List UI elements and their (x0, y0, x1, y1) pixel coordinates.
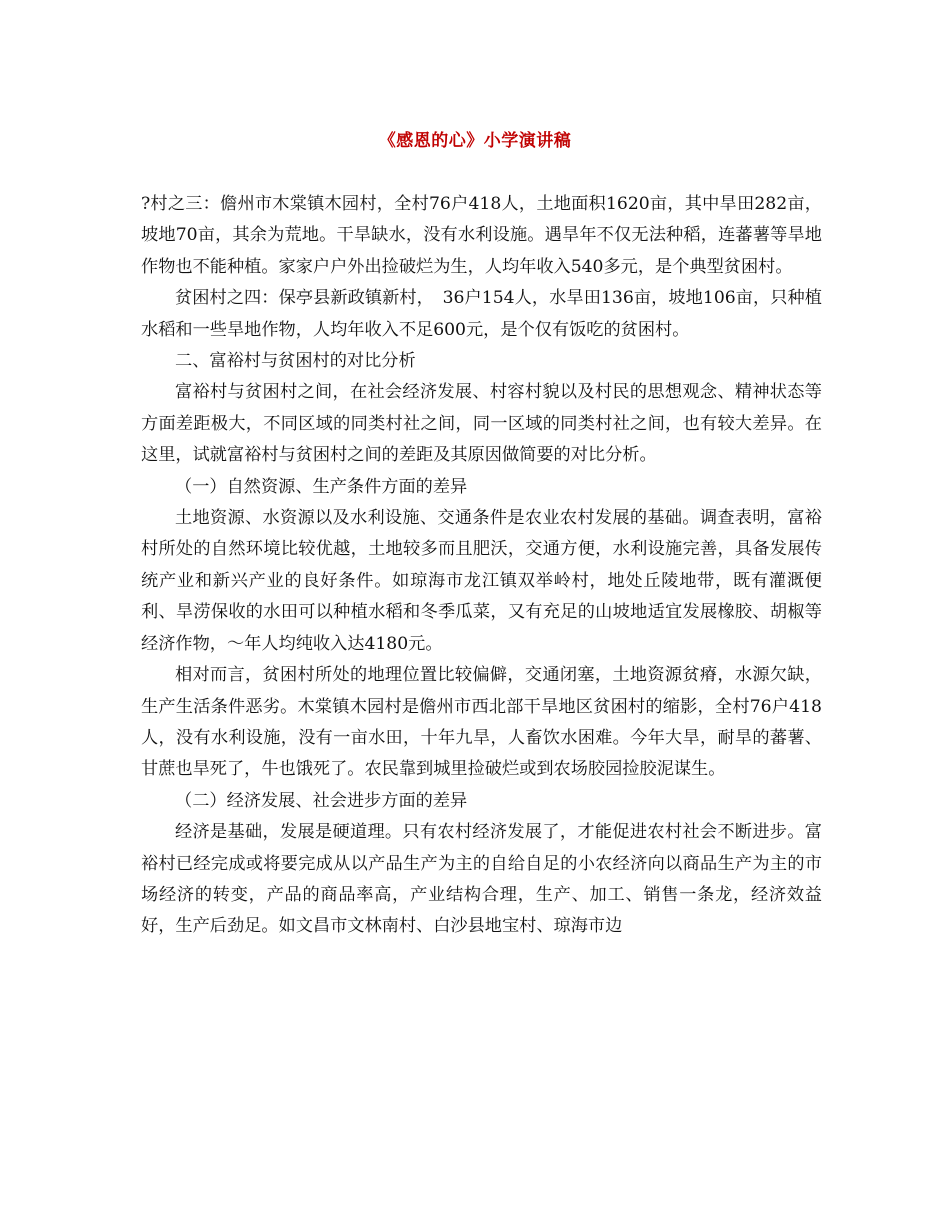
paragraph-natural-resources: 土地资源、水资源以及水利设施、交通条件是农业农村发展的基础。调查表明，富裕村所处的自然环境比较优越，土地较多而且肥沃，交通方便，水利设施完善，具备发展传统产业和新兴产业的良好条件。如琼海市龙江镇双举岭村，地处丘陵地带，既有灌溉便利、旱涝保收的水田可以种植水稻和冬季瓜菜，又有充足的山坡地适宜发展橡胶、胡椒等经济作物，～年人均纯收入达4180元。 (141, 508, 822, 654)
document-body (141, 189, 822, 943)
subsection-heading-economic-development: （二）经济发展、社会进步方面的差异 (175, 790, 468, 811)
paragraph-village-three: ?村之三：儋州市木棠镇木园村，全村76户418人，土地面积1620亩，其中旱田282亩，坡地70亩，其余为荒地。干旱缺水，没有水利设施。遇旱年不仅无法种稻，连蕃薯等旱地作物也不能种植。家家户户外出捡破烂为生，人均年收入540多元，是个典型贫困村。 (141, 194, 822, 277)
paragraph-poor-village-conditions: 相对而言，贫困村所处的地理位置比较偏僻，交通闭塞，土地资源贫瘠，水源欠缺，生产生活条件恶劣。木棠镇木园村是儋州市西北部干旱地区贫困村的缩影，全村76户418人，没有水利设施，没有一亩水田，十年九旱，人畜饮水困难。今年大旱，耐旱的蕃薯、甘蔗也旱死了，牛也饿死了。农民靠到城里捡破烂或到农场胶园捡胶泥谋生。 (141, 665, 822, 780)
subsection-heading-natural-resources: （一）自然资源、生产条件方面的差异 (175, 476, 468, 497)
paragraph-economic-development: 经济是基础，发展是硬道理。只有农村经济发展了，才能促进农村社会不断进步。富裕村已经完成或将要完成从以产品生产为主的自给自足的小农经济向以商品生产为主的市场经济的转变，产品的商品率高，产业结构合理，生产、加工、销售一条龙，经济效益好，生产后劲足。如文昌市文林南村、白沙县地宝村、琼海市边 (141, 822, 822, 937)
paragraph-village-four: 贫困村之四：保亭县新政镇新村， 36户154人，水旱田136亩，坡地106亩，只种植水稻和一些旱地作物，人均年收入不足600元，是个仅有饭吃的贫困村。 (141, 288, 822, 340)
document-title: 《感恩的心》小学演讲稿 (378, 131, 572, 151)
paragraph-comparison-intro: 富裕村与贫困村之间，在社会经济发展、村容村貌以及村民的思想观念、精神状态等方面差距极大，不同区域的同类村社之间，同一区域的同类村社之间，也有较大差异。在这里，试就富裕村与贫困村之间的差距及其原因做简要的对比分析。 (141, 382, 822, 466)
section-heading-comparison: 二、富裕村与贫困村的对比分析 (175, 351, 416, 372)
